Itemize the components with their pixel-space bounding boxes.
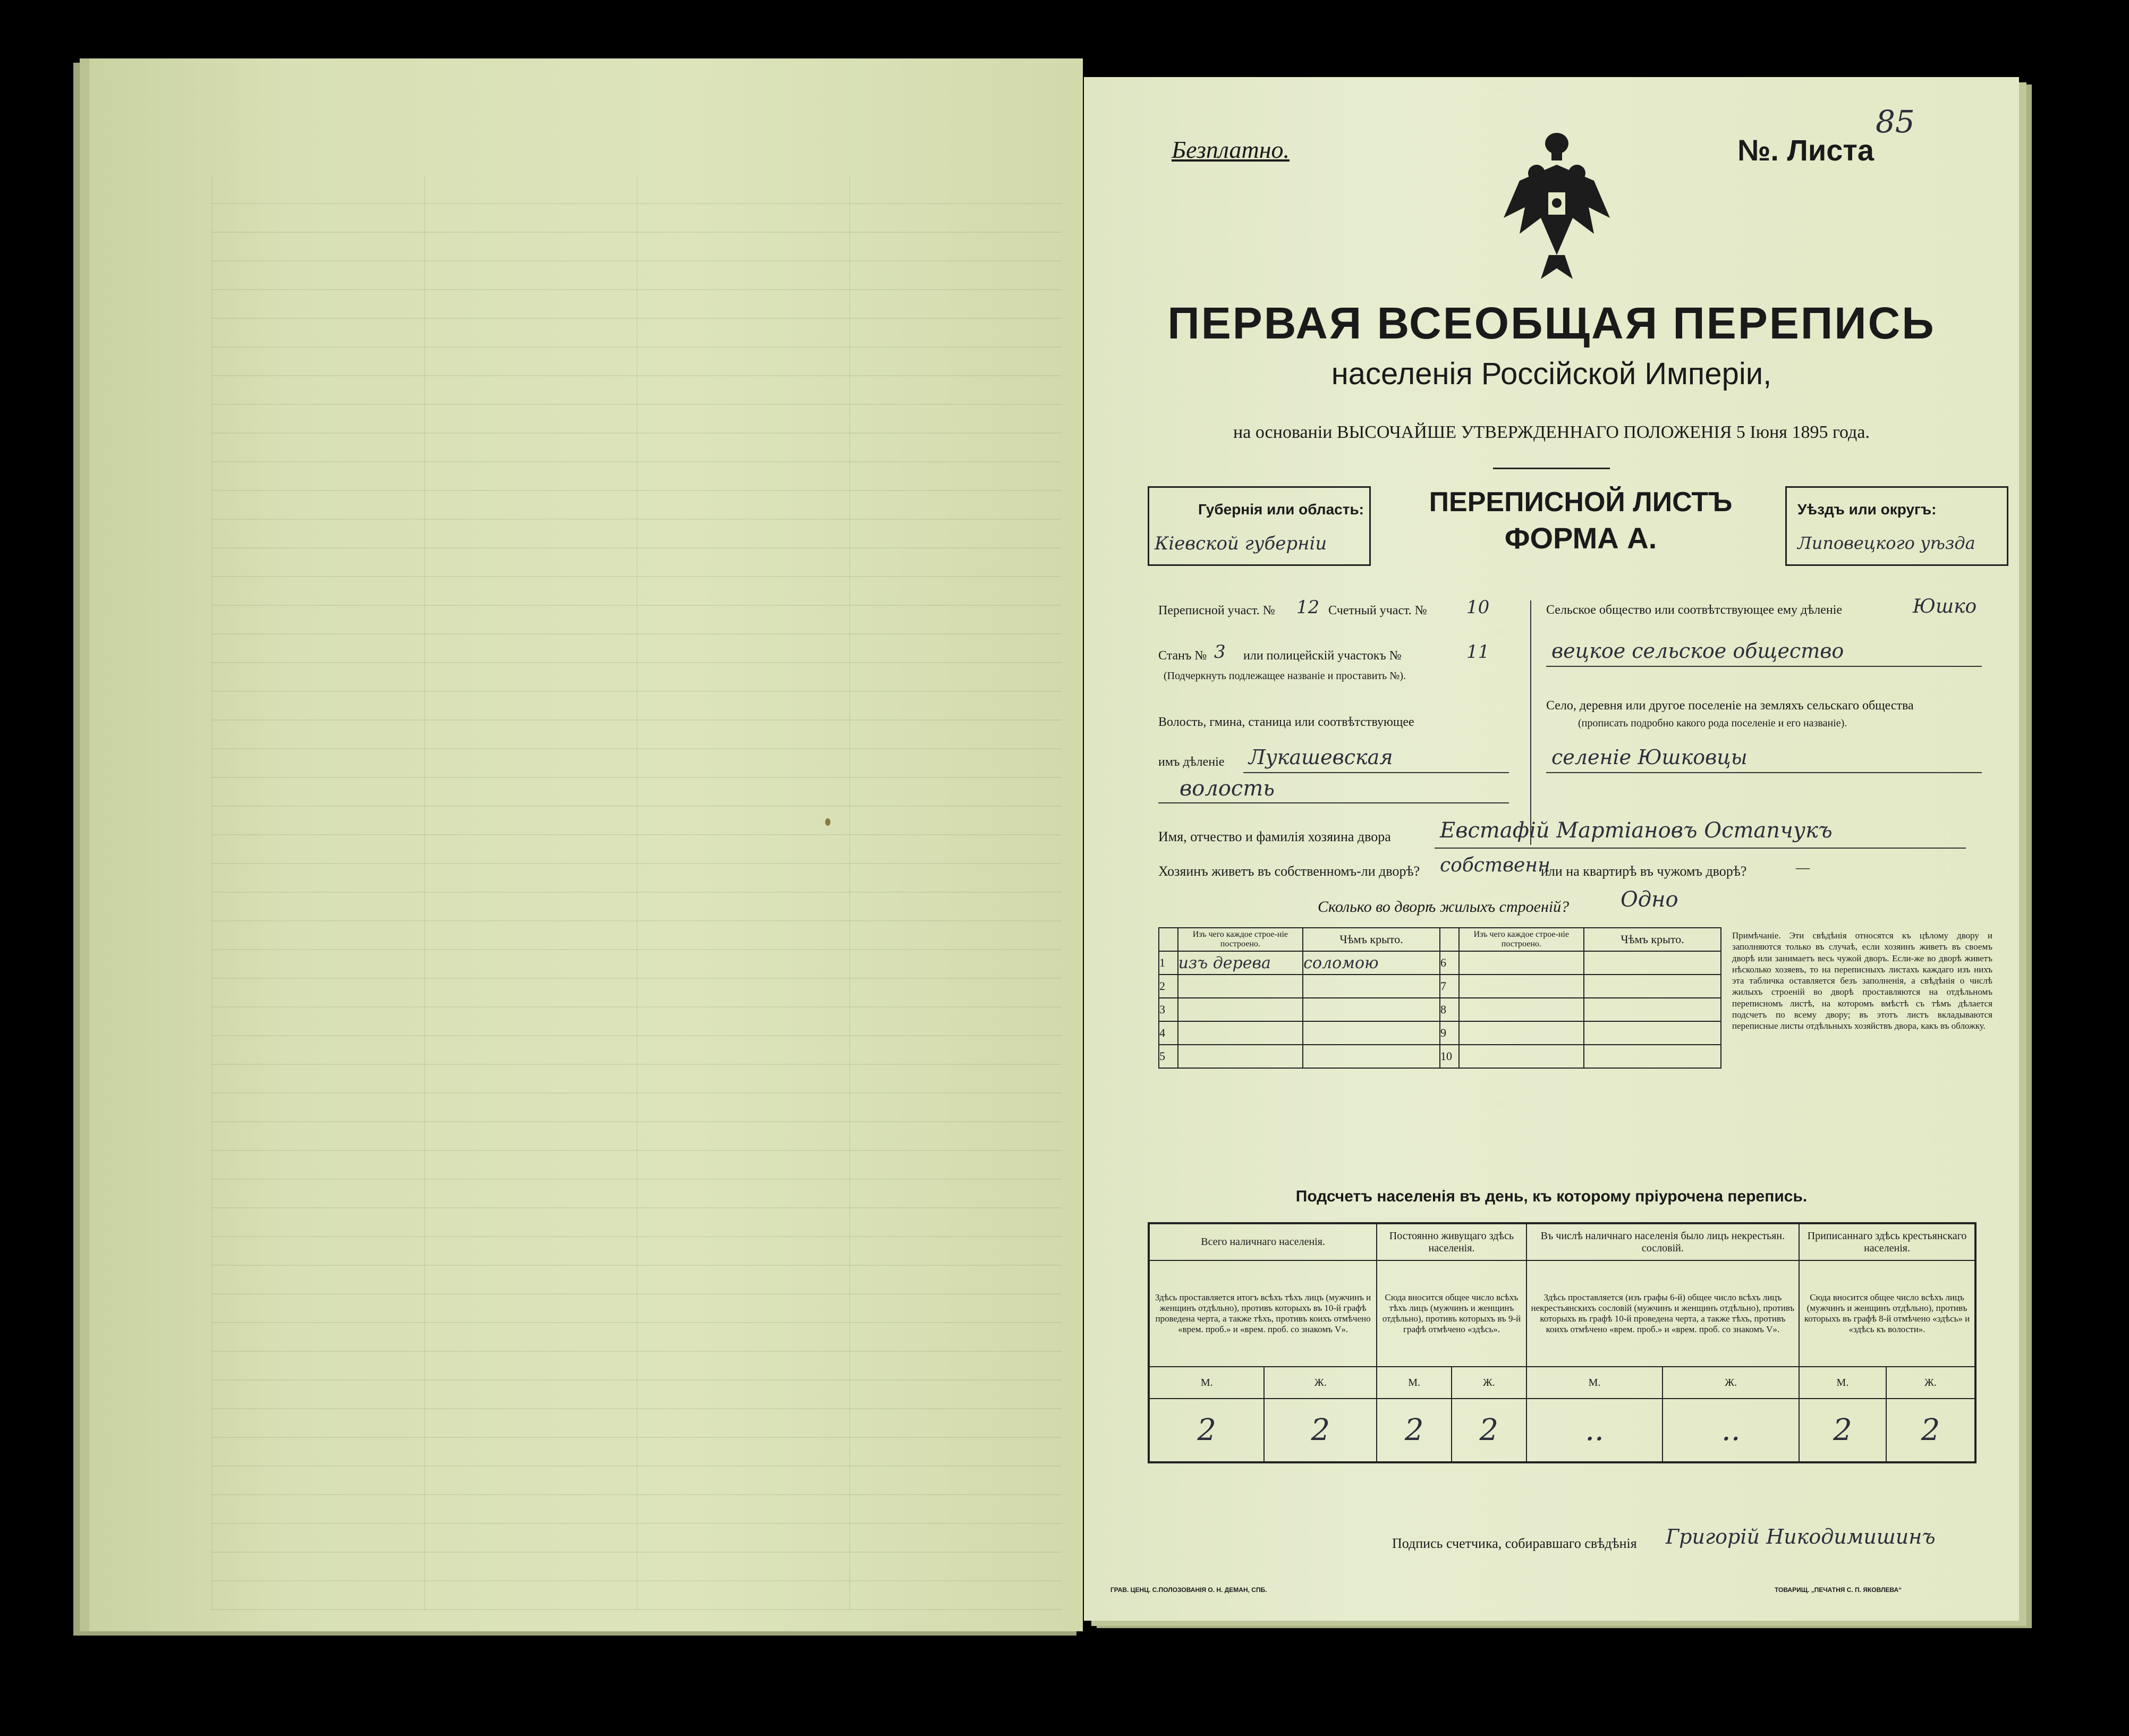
- village-line: [1546, 772, 1982, 773]
- printer-left: ГРАВ. ЦЕНЦ. С.ПОЛОЗОВАНІЯ О. Н. ДЕМАН, СПБ.: [1110, 1586, 1267, 1594]
- left-page: [80, 58, 1083, 1631]
- stan-note: (Подчеркнуть подлежащее названіе и проставить №).: [1164, 670, 1406, 682]
- count-header-noncrestian: Въ числѣ наличнаго населенія было лицъ некрестьян. сословій.: [1526, 1223, 1799, 1260]
- society-value: Юшко: [1913, 596, 1977, 617]
- census-form-page: [1084, 77, 2019, 1621]
- gubernia-box: [1148, 486, 1371, 566]
- form-letter: ФОРМА А.: [1504, 521, 1657, 555]
- uezd-value: Липовецкого уѣзда: [1797, 533, 1975, 553]
- region-header: [1148, 486, 2008, 566]
- schetny-value: 10: [1466, 597, 1490, 618]
- row-number: 1: [1159, 951, 1178, 975]
- society-line: [1546, 666, 1982, 667]
- village-label: Село, деревня или другое поселеніе на земляхъ сельскаго общества: [1546, 699, 1914, 713]
- owner-lives-label: Хозяинъ живетъ въ собственномъ-ли дворѣ?: [1158, 863, 1420, 879]
- free-label: Безплатно.: [1172, 136, 1290, 163]
- society-value-2: вецкое сельское общество: [1551, 639, 1844, 663]
- stan-label: Станъ №: [1158, 649, 1207, 663]
- material-cell: изъ дерева: [1178, 951, 1303, 975]
- owner-lives-value: собственн: [1440, 854, 1550, 876]
- printer-right: ТОВАРИЩ. „ПЕЧАТНЯ С. П. ЯКОВЛЕВА“: [1775, 1586, 1902, 1594]
- uezd-box: [1785, 486, 2008, 566]
- count-value: 2: [1377, 1399, 1452, 1462]
- owner-name-value: Евстафій Мартіановъ Остапчукъ: [1440, 818, 1833, 843]
- table-row: [1159, 1021, 1721, 1045]
- count-value: 2: [1886, 1399, 1975, 1462]
- gubernia-label: Губернія или область:: [1198, 501, 1364, 518]
- count-value: ..: [1663, 1399, 1799, 1462]
- ornament-divider: [1493, 468, 1610, 469]
- m-label: М.: [1377, 1367, 1452, 1399]
- double-headed-eagle-icon: [1498, 128, 1615, 282]
- count-value: 2: [1264, 1399, 1377, 1462]
- buildings-count-value: Одно: [1621, 887, 1678, 912]
- table-row: [1159, 975, 1721, 998]
- f-label: Ж.: [1264, 1367, 1377, 1399]
- row-number: 6: [1440, 951, 1459, 975]
- table-row: [1159, 951, 1721, 975]
- uezd-label: Уѣздъ или округъ:: [1797, 501, 1937, 518]
- police-value: 11: [1466, 641, 1490, 663]
- row-number: 8: [1440, 998, 1459, 1021]
- signature-value: Григорій Никодимишинъ: [1666, 1525, 1936, 1548]
- vertical-divider: [1530, 600, 1531, 845]
- row-number: 5: [1159, 1045, 1178, 1068]
- count-desc-peasant: Сюда вносится общее число всѣхъ лицъ (мужчинъ и женщинъ отдѣльно), противъ которыхъ въ графѣ 8-й отмѣчено «здѣсь» и «здѣсь къ волости».: [1799, 1260, 1975, 1367]
- buildings-count-label: Сколько во дворѣ жилыхъ строеній?: [1318, 898, 1570, 916]
- roof-cell: соломою: [1303, 951, 1440, 975]
- footnote: Примѣчаніе. Эти свѣдѣнія относятся къ цѣлому двору и заполняются только въ случаѣ, если хозяинъ живетъ въ своемъ дворѣ или занимаетъ весь чужой дворъ. Если-же во дворѣ живетъ нѣсколько хозяевъ, то на переписныхъ листахъ каждаго изъ нихъ эта табличка оставляется безъ заполненія, а свѣдѣнія о числѣ жилыхъ строеній во дворѣ проставляются на отдѣльномъ переписномъ листѣ, на которомъ вмѣстѣ съ тѣмъ дѣлается подсчетъ по всему двору; въ этотъ листъ вкладываются переписные листы отдѣльныхъ хозяйствъ двора, какъ въ обложку.: [1732, 930, 1992, 1031]
- schetny-label: Счетный участ. №: [1328, 604, 1427, 617]
- m-label: М.: [1799, 1367, 1886, 1399]
- table-row: [1159, 998, 1721, 1021]
- f-label: Ж.: [1663, 1367, 1799, 1399]
- row-number: 10: [1440, 1045, 1459, 1068]
- form-legal-basis: на основаніи ВЫСОЧАЙШЕ УТВЕРЖДЕННАГО ПОЛОЖЕНІЯ 5 Іюня 1895 года.: [1233, 422, 1870, 442]
- row-number: 7: [1440, 975, 1459, 998]
- count-title: Подсчетъ населенія въ день, къ которому пріурочена перепись.: [1295, 1188, 1808, 1205]
- count-value: ..: [1526, 1399, 1663, 1462]
- volost-value-2: волость: [1180, 776, 1275, 801]
- count-value: 2: [1799, 1399, 1886, 1462]
- count-header-permanent: Постоянно живущаго здѣсь населенія.: [1377, 1223, 1526, 1260]
- police-label: или полицейскій участокъ №: [1243, 649, 1402, 663]
- row-number: 2: [1159, 975, 1178, 998]
- volost-label-2: имъ дѣленіе: [1158, 755, 1225, 769]
- buildings-col-material-2: Изъ чего каждое строе-ніе построено.: [1459, 928, 1584, 951]
- buildings-table: [1158, 927, 1721, 1069]
- owner-name-line: [1435, 848, 1966, 849]
- volost-label: Волость, гмина, станица или соотвѣтствующее: [1158, 715, 1414, 729]
- owner-lives-value-2: —: [1796, 860, 1810, 875]
- count-header-peasant: Приписаннаго здѣсь крестьянскаго населенія.: [1799, 1223, 1975, 1260]
- volost-value: Лукашевская: [1249, 746, 1393, 769]
- count-value: 2: [1149, 1399, 1264, 1462]
- form-main-title: ПЕРВАЯ ВСЕОБЩАЯ ПЕРЕПИСЬ: [1167, 298, 1936, 348]
- count-header-total: Всего наличнаго населенія.: [1149, 1223, 1377, 1260]
- f-label: Ж.: [1452, 1367, 1526, 1399]
- count-desc-permanent: Сюда вносится общее число всѣхъ тѣхъ лицъ (мужчинъ и женщинъ отдѣльно), противъ которыхъ въ 9-й графѣ отмѣчено «здѣсь».: [1377, 1260, 1526, 1367]
- count-value: 2: [1452, 1399, 1526, 1462]
- population-count-table: [1148, 1222, 1977, 1463]
- village-note: (прописать подробно какого рода поселеніе и его названіе).: [1578, 717, 1847, 729]
- table-row: [1159, 1045, 1721, 1068]
- gubernia-value: Кіевской губерніи: [1155, 533, 1327, 554]
- f-label: Ж.: [1886, 1367, 1975, 1399]
- owner-lives-label-2: или на квартирѣ въ чужомъ дворѣ?: [1541, 863, 1747, 879]
- sheet-number-value: 85: [1876, 104, 1915, 140]
- m-label: М.: [1526, 1367, 1663, 1399]
- owner-name-label: Имя, отчество и фамилія хозяина двора: [1158, 829, 1391, 844]
- uchastok-value: 12: [1296, 597, 1320, 618]
- buildings-col-roof-2: Чѣмъ крыто.: [1584, 928, 1721, 951]
- uchastok-label: Переписной участ. №: [1158, 604, 1275, 617]
- row-number: 3: [1159, 998, 1178, 1021]
- volost-line: [1243, 772, 1509, 773]
- signature-label: Подпись счетчика, собиравшаго свѣдѣнія: [1392, 1536, 1637, 1551]
- faded-grid-lines: [211, 175, 1062, 1610]
- society-label: Сельское общество или соотвѣтствующее ему дѣленіе: [1546, 603, 1843, 617]
- count-desc-total: Здѣсь проставляется итогъ всѣхъ тѣхъ лицъ (мужчинъ и женщинъ отдѣльно), противъ которыхъ въ 10-й графѣ проведена черта, а также тѣхъ, противъ коихъ отмѣчено «врем. проб.» и «врем. проб. со знакомъ V».: [1149, 1260, 1377, 1367]
- row-number: 4: [1159, 1021, 1178, 1045]
- stan-value: 3: [1214, 641, 1226, 663]
- volost-line-2: [1158, 802, 1509, 803]
- m-label: М.: [1149, 1367, 1264, 1399]
- row-number: 9: [1440, 1021, 1459, 1045]
- form-name: ПЕРЕПИСНОЙ ЛИСТЪ: [1429, 487, 1733, 518]
- form-subtitle: населенія Россійской Имперіи,: [1331, 357, 1772, 391]
- buildings-col-material: Изъ чего каждое строе-ніе построено.: [1178, 928, 1303, 951]
- village-value: селеніе Юшковцы: [1551, 746, 1748, 769]
- buildings-col-roof: Чѣмъ крыто.: [1303, 928, 1440, 951]
- paper-speck: [825, 818, 830, 826]
- count-desc-noncrestian: Здѣсь проставляется (изъ графы 6-й) общее число всѣхъ лицъ некрестьянскихъ сословій (мужчинъ и женщинъ отдѣльно), противъ которыхъ въ графѣ 10-й проведена черта, а также тѣхъ, противъ коихъ отмѣчено «врем. проб.» и «врем. проб. со знакомъ V».: [1526, 1260, 1799, 1367]
- sheet-number-label: №. Листа: [1737, 133, 1874, 167]
